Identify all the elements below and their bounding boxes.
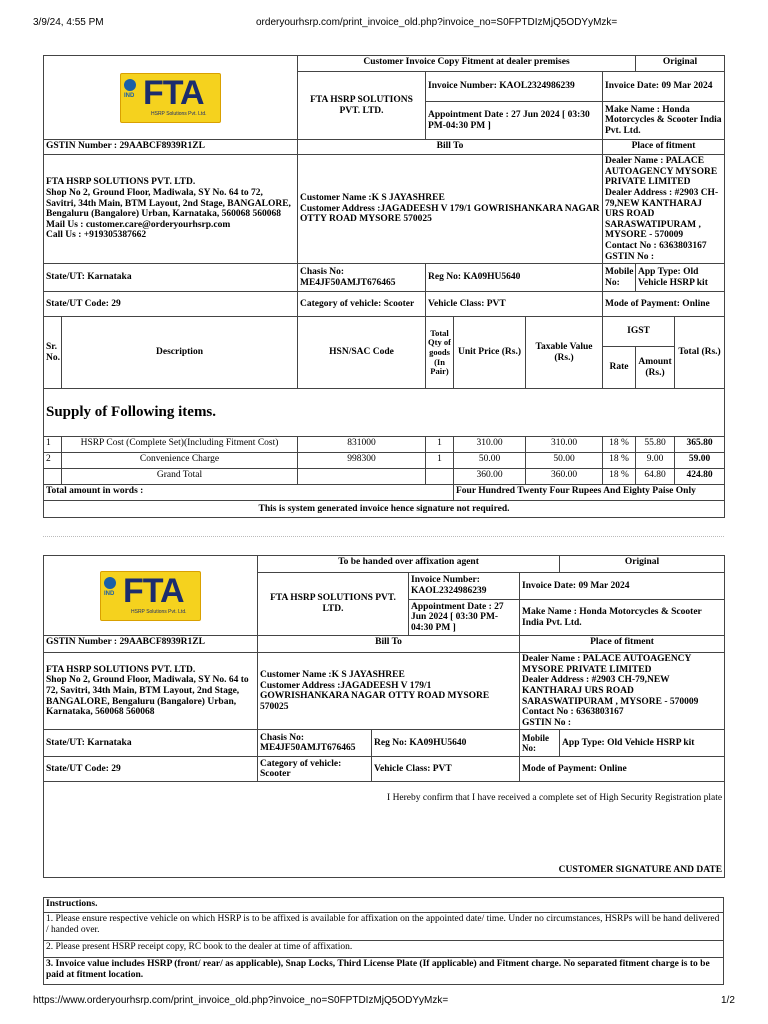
call-us: Call Us : +919305387662: [46, 230, 147, 241]
mail-us: Mail Us : customer.care@orderyourhsrp.com: [46, 219, 231, 230]
amount-in-words-label: Total amount in words :: [44, 485, 454, 501]
amount-in-words-value: Four Hundred Twenty Four Rupees And Eighty Paise Only: [454, 485, 725, 501]
invoice-date: Invoice Date: 09 Mar 2024: [603, 72, 725, 102]
instruction-item: 3. Invoice value includes HSRP (front/ rear/ as applicable), Snap Locks, Third License Plate (If applicable) and Fitment charge. No separated fitment charge is to be paid at fitment location.: [44, 958, 724, 985]
gstin-number: GSTIN Number : 29AABCF8939R1ZL: [44, 636, 258, 653]
fta-logo: [100, 571, 201, 621]
logo-tagline: HSRP Solutions Pvt. Ltd.: [131, 608, 187, 615]
customer-name: Customer Name :K S JAYASHREE: [300, 193, 445, 204]
invoice-number: Invoice Number: KAOL2324986239: [409, 573, 520, 600]
place-of-fitment-heading: Place of fitment: [603, 140, 725, 155]
item-hsn: 998300: [298, 453, 426, 469]
state-code: State/UT Code: 29: [44, 292, 298, 317]
item-sr: 2: [44, 453, 62, 469]
dealer-gstin: GSTIN No :: [522, 717, 572, 728]
col-hsn: HSN/SAC Code: [298, 317, 426, 389]
logo-country: IND: [124, 92, 135, 99]
make-name: Make Name : Honda Motorcycles & Scooter India Pvt. Ltd.: [603, 102, 725, 140]
logo-cell: [44, 556, 258, 636]
supply-heading: Supply of Following items.: [44, 389, 725, 437]
company-name: FTA HSRP SOLUTIONS PVT. LTD.: [298, 72, 426, 140]
logo-text: FTA: [143, 73, 204, 112]
original-label: Original: [560, 556, 725, 573]
appointment-date: Appointment Date : 27 Jun 2024 [ 03:30 PM-04:30 PM ]: [409, 600, 520, 636]
item-unit: 50.00: [454, 453, 526, 469]
item-taxable: 50.00: [526, 453, 603, 469]
chasis-no: Chasis No: ME4JF50AMJT676465: [298, 264, 426, 292]
item-hsn: 831000: [298, 437, 426, 453]
item-qty: 1: [426, 437, 454, 453]
gstin-number: GSTIN Number : 29AABCF8939R1ZL: [44, 140, 298, 155]
copy-heading: Customer Invoice Copy Fitment at dealer premises: [298, 56, 636, 72]
seller-details: [44, 155, 298, 264]
item-unit: 310.00: [454, 437, 526, 453]
dealer-contact: Contact No : 6363803167: [522, 707, 624, 718]
app-type: App Type: Old Vehicle HSRP kit: [560, 730, 725, 757]
bill-to-heading: Bill To: [258, 636, 520, 653]
item-amount: 9.00: [636, 453, 675, 469]
mobile-no: Mobile No:: [520, 730, 560, 757]
logo-country: IND: [104, 590, 115, 597]
item-total: 59.00: [675, 453, 725, 469]
instruction-item: 1. Please ensure respective vehicle on which HSRP is to be affixed is available for affixation on the appointed date/ time. Under no circumstances, HSRPs will be hand delivered / handed over.: [44, 913, 724, 941]
customer-address: Customer Address :JAGADEESH V 179/1 GOWRISHANKARA NAGAR OTTY ROAD MYSORE 570025: [300, 203, 600, 225]
grand-total-unit: 360.00: [454, 469, 526, 485]
grand-total-row: [44, 469, 725, 485]
item-taxable: 310.00: [526, 437, 603, 453]
grand-total-value: 424.80: [675, 469, 725, 485]
customer-details: [258, 653, 520, 730]
original-label: Original: [636, 56, 725, 72]
col-taxable-value: Taxable Value (Rs.): [526, 317, 603, 389]
instruction-item: 2. Please present HSRP receipt copy, RC book to the dealer at time of affixation.: [44, 941, 724, 958]
appointment-date: Appointment Date : 27 Jun 2024 [ 03:30 PM-04:30 PM ]: [426, 102, 603, 140]
system-note: This is system generated invoice hence signature not required.: [44, 501, 725, 518]
vehicle-class: Vehicle Class: PVT: [426, 292, 603, 317]
dealer-details: [520, 653, 725, 730]
payment-mode: Mode of Payment: Online: [603, 292, 725, 317]
item-total: 365.80: [675, 437, 725, 453]
col-qty: Total Qty of goods (In Pair): [426, 317, 454, 389]
logo-text: FTA: [123, 571, 184, 610]
logo-cell: [44, 56, 298, 140]
grand-total-amount: 64.80: [636, 469, 675, 485]
customer-address: Customer Address :JAGADEESH V 179/1 GOWRISHANKARA NAGAR OTTY ROAD MYSORE 570025: [260, 680, 490, 712]
instructions-title: Instructions.: [44, 898, 724, 913]
page-number: 1/2: [721, 995, 735, 1006]
dealer-name: Dealer Name : PALACE AUTOAGENCY MYSORE PRIVATE LIMITED: [605, 156, 718, 188]
bill-to-heading: Bill To: [298, 140, 603, 155]
vehicle-category: Category of vehicle: Scooter: [298, 292, 426, 317]
payment-mode: Mode of Payment: Online: [520, 757, 725, 782]
confirmation-box: [44, 782, 725, 878]
customer-invoice-copy: [43, 55, 725, 518]
seller-name: FTA HSRP SOLUTIONS PVT. LTD.: [46, 664, 196, 675]
dealer-address: Dealer Address : #2903 CH-79,NEW KANTHARAJ URS ROAD SARASWATIPURAM , MYSORE - 570009: [605, 187, 719, 241]
col-description: Description: [62, 317, 298, 389]
seller-details: [44, 653, 258, 730]
grand-total-taxable: 360.00: [526, 469, 603, 485]
seller-address: Shop No 2, Ground Floor, Madiwala, SY No. 64 to 72, Savitri, 34th Main, BTM Layout, 2nd Stage, BANGALORE, Bengaluru (Bangalore) Urban, Karnataka, 560068 560068: [46, 187, 291, 220]
item-sr: 1: [44, 437, 62, 453]
customer-details: [298, 155, 603, 264]
item-desc: HSRP Cost (Complete Set)(Including Fitment Cost): [62, 437, 298, 453]
table-row: [44, 453, 725, 469]
item-desc: Convenience Charge: [62, 453, 298, 469]
app-type: App Type: Old Vehicle HSRP kit: [636, 264, 725, 292]
emblem-icon: [124, 79, 136, 91]
reg-no: Reg No: KA09HU5640: [426, 264, 603, 292]
col-sr-no: Sr. No.: [44, 317, 62, 389]
seller-address: Shop No 2, Ground Floor, Madiwala, SY No. 64 to 72, Savitri, 34th Main, BTM Layout, 2nd Stage, BANGALORE, Bengaluru (Bangalore) Urban, Karnataka, 560068 560068: [46, 675, 249, 718]
seller-name: FTA HSRP SOLUTIONS PVT. LTD.: [46, 177, 196, 188]
print-url: orderyourhsrp.com/print_invoice_old.php?invoice_no=S0FPTDIzMjQ5ODYyMzk=: [256, 17, 618, 28]
col-total: Total (Rs.): [675, 317, 725, 389]
emblem-icon: [104, 577, 116, 589]
customer-signature: CUSTOMER SIGNATURE AND DATE: [558, 864, 723, 875]
state-code: State/UT Code: 29: [44, 757, 258, 782]
reg-no: Reg No: KA09HU5640: [372, 730, 520, 757]
dealer-address: Dealer Address : #2903 CH-79,NEW KANTHARAJ URS ROAD SARASWATIPURAM , MYSORE - 570009: [522, 675, 699, 707]
affixation-agent-copy: [43, 555, 725, 878]
make-name: Make Name : Honda Motorcycles & Scooter India Pvt. Ltd.: [520, 600, 725, 636]
chasis-no: Chasis No: ME4JF50AMJT676465: [258, 730, 372, 757]
grand-total-rate: 18 %: [603, 469, 636, 485]
print-footer-url: https://www.orderyourhsrp.com/print_invoice_old.php?invoice_no=S0FPTDIzMjQ5ODYyMzk=: [33, 995, 449, 1006]
copy-separator: [43, 536, 724, 537]
customer-name: Customer Name :K S JAYASHREE: [260, 669, 405, 680]
grand-total-label: Grand Total: [62, 469, 298, 485]
print-datetime: 3/9/24, 4:55 PM: [33, 17, 104, 28]
dealer-gstin: GSTIN No :: [605, 251, 655, 262]
fta-logo: [120, 73, 221, 123]
col-igst: IGST: [603, 317, 675, 347]
dealer-details: [603, 155, 725, 264]
vehicle-class: Vehicle Class: PVT: [372, 757, 520, 782]
item-qty: 1: [426, 453, 454, 469]
dealer-contact: Contact No : 6363803167: [605, 241, 707, 251]
place-of-fitment-heading: Place of fitment: [520, 636, 725, 653]
item-rate: 18 %: [603, 437, 636, 453]
item-rate: 18 %: [603, 453, 636, 469]
invoice-date: Invoice Date: 09 Mar 2024: [520, 573, 725, 600]
col-rate: Rate: [603, 347, 636, 389]
instructions-table: [43, 897, 724, 985]
col-amount: Amount (Rs.): [636, 347, 675, 389]
dealer-name: Dealer Name : PALACE AUTOAGENCY MYSORE PRIVATE LIMITED: [522, 654, 692, 675]
vehicle-category: Category of vehicle: Scooter: [258, 757, 372, 782]
confirmation-text: I Hereby confirm that I have received a complete set of High Security Registration plate: [387, 793, 723, 804]
table-row: [44, 437, 725, 453]
logo-tagline: HSRP Solutions Pvt. Ltd.: [151, 110, 207, 117]
state-ut: State/UT: Karnataka: [44, 264, 298, 292]
state-ut: State/UT: Karnataka: [44, 730, 258, 757]
item-amount: 55.80: [636, 437, 675, 453]
company-name: FTA HSRP SOLUTIONS PVT. LTD.: [258, 573, 409, 636]
col-unit-price: Unit Price (Rs.): [454, 317, 526, 389]
mobile-no: Mobile No:: [603, 264, 636, 292]
copy-heading: To be handed over affixation agent: [258, 556, 560, 573]
invoice-number: Invoice Number: KAOL2324986239: [426, 72, 603, 102]
